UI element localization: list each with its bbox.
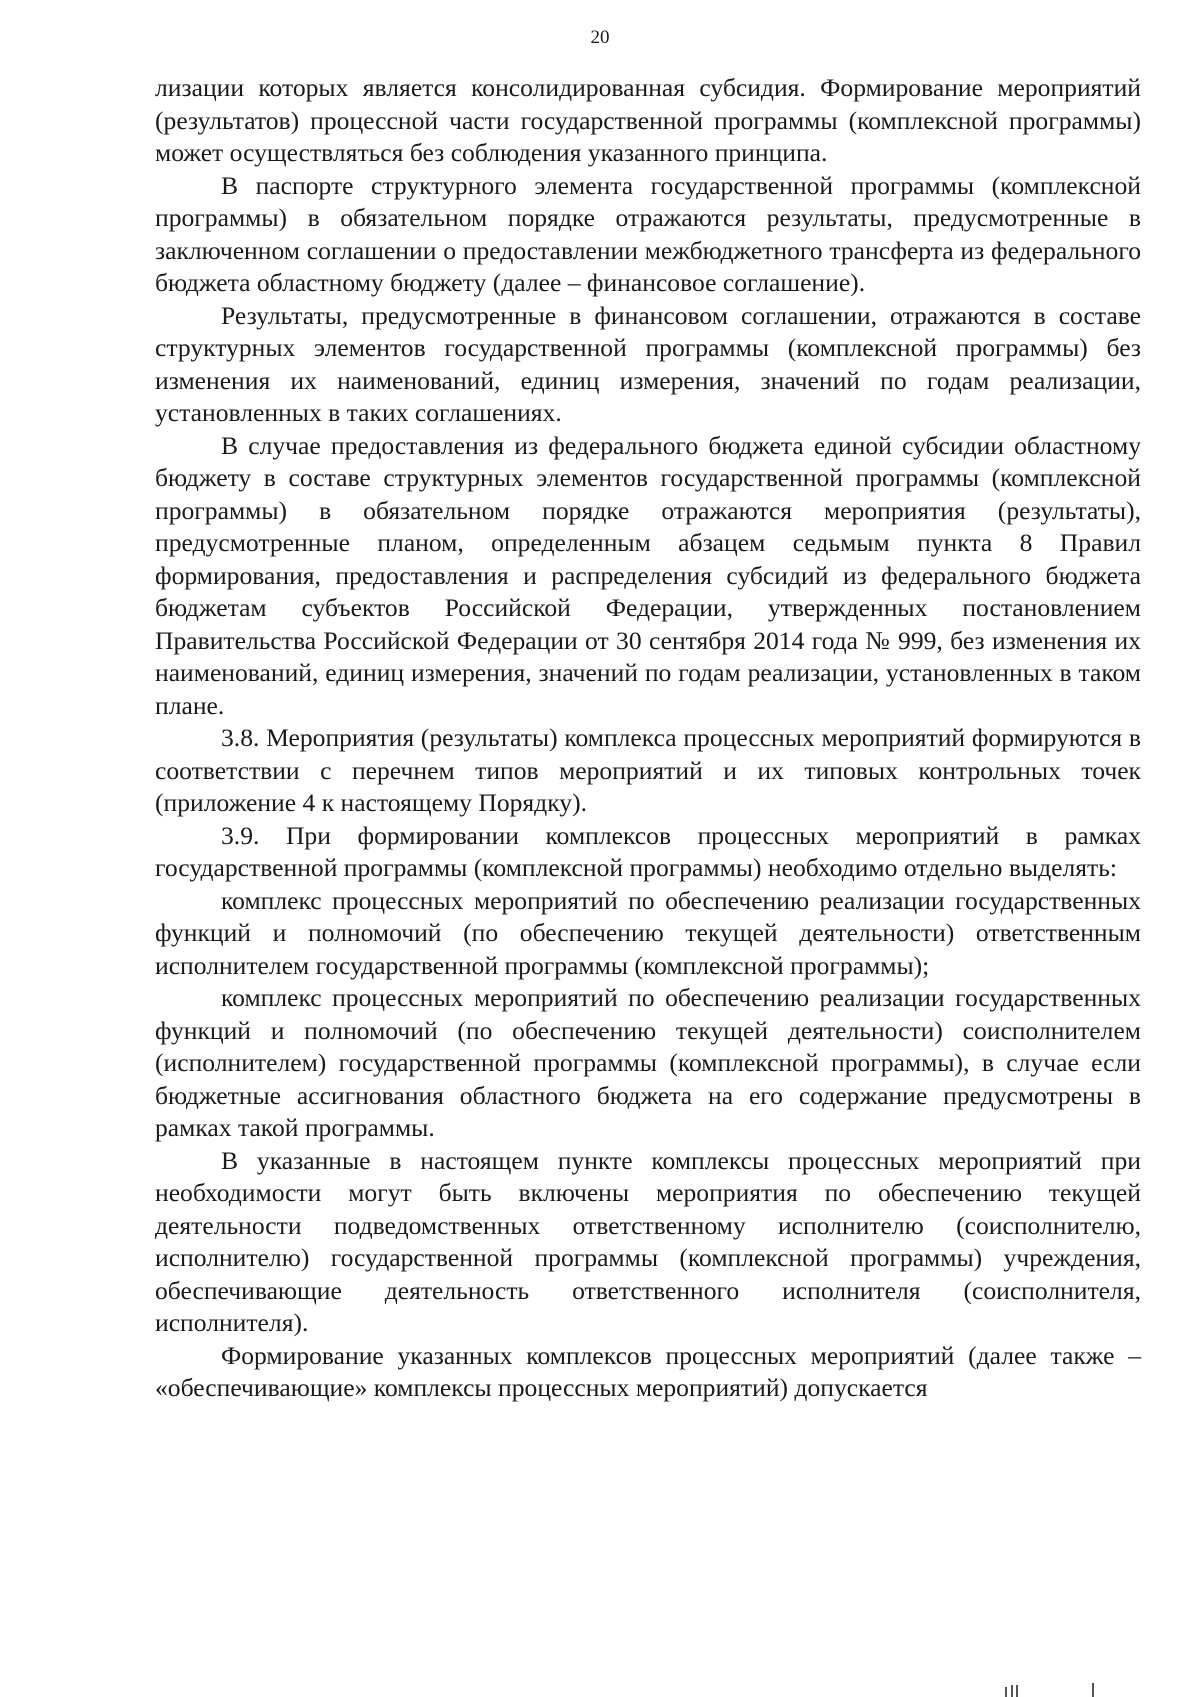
scan-artifact-mark: [1092, 1683, 1094, 1697]
paragraph-clause-3-9: 3.9. При формировании комплексов процессных мероприятий в рамках государственной программы (комплексной программы) необходимо отдельно выделять:: [155, 820, 1141, 882]
scan-artifact-mark: [1016, 1685, 1018, 1697]
paragraph-subordinate-institutions: В указанные в настоящем пункте комплексы процессных мероприятий при необходимости могут быть включены мероприятия по обеспечению текущей деятельности подведомственных ответственному исполнителю (соисполнителю, исполнителю) государственной программы (комплексной программы) учреждения, обеспечивающие деятельность ответственного исполнителя (соисполнителя, исполнителя).: [155, 1145, 1141, 1337]
paragraph-supporting-complexes: Формирование указанных комплексов процессных мероприятий (далее также – «обеспечивающие» комплексы процессных мероприятий) допускается: [155, 1340, 1141, 1402]
document-body: [155, 72, 1141, 1405]
list-item-responsible-executor: комплекс процессных мероприятий по обеспечению реализации государственных функций и полномочий (по обеспечению текущей деятельности) ответственным исполнителем государственной программы (комплексной программы);: [155, 885, 1141, 980]
paragraph-clause-3-8: 3.8. Мероприятия (результаты) комплекса процессных мероприятий формируются в соответствии с перечнем типов мероприятий и их типовых контрольных точек (приложение 4 к настоящему Порядку).: [155, 723, 1141, 817]
list-item-co-executor: комплекс процессных мероприятий по обеспечению реализации государственных функций и полномочий (по обеспечению текущей деятельности) соисполнителем (исполнителем) государственной программы (комплексной программы), в случае если бюджетные ассигнования областного бюджета на его содержание предусмотрены в рамках такой программы.: [155, 983, 1141, 1142]
page-number: 20: [590, 27, 610, 48]
paragraph-single-subsidy: В случае предоставления из федерального бюджета единой субсидии областному бюджету в составе структурных элементов государственной программы (комплексной программы) в обязательном порядке отражаются мероприятия (результаты), предусмотренные планом, определенным абзацем седьмым пункта 8 Правил формирования, предоставления и распределения субсидий из федерального бюджета бюджетам субъектов Российской Федерации, утвержденных постановлением Правительства Российской Федерации от 30 сентября 2014 года № 999, без изменения их наименований, единиц измерения, значений по годам реализации, установленных в таком плане.: [155, 430, 1141, 720]
scan-artifact-mark: [1011, 1685, 1013, 1697]
scan-artifact-mark: [1005, 1687, 1007, 1697]
paragraph-passport: В паспорте структурного элемента государственной программы (комплексной программы) в обязательном порядке отражаются результаты, предусмотренные в заключенном соглашении о предоставлении межбюджетного трансферта из федерального бюджета областному бюджету (далее – финансовое соглашение).: [155, 170, 1141, 297]
paragraph-continuation: лизации которых является консолидированная субсидия. Формирование мероприятий (результатов) процессной части государственной программы (комплексной программы) может осуществляться без соблюдения указанного принципа.: [155, 73, 1141, 167]
paragraph-financial-agreement-results: Результаты, предусмотренные в финансовом соглашении, отражаются в составе структурных элементов государственной программы (комплексной программы) без изменения их наименований, единиц измерения, значений по годам реализации, установленных в таких соглашениях.: [155, 300, 1141, 427]
